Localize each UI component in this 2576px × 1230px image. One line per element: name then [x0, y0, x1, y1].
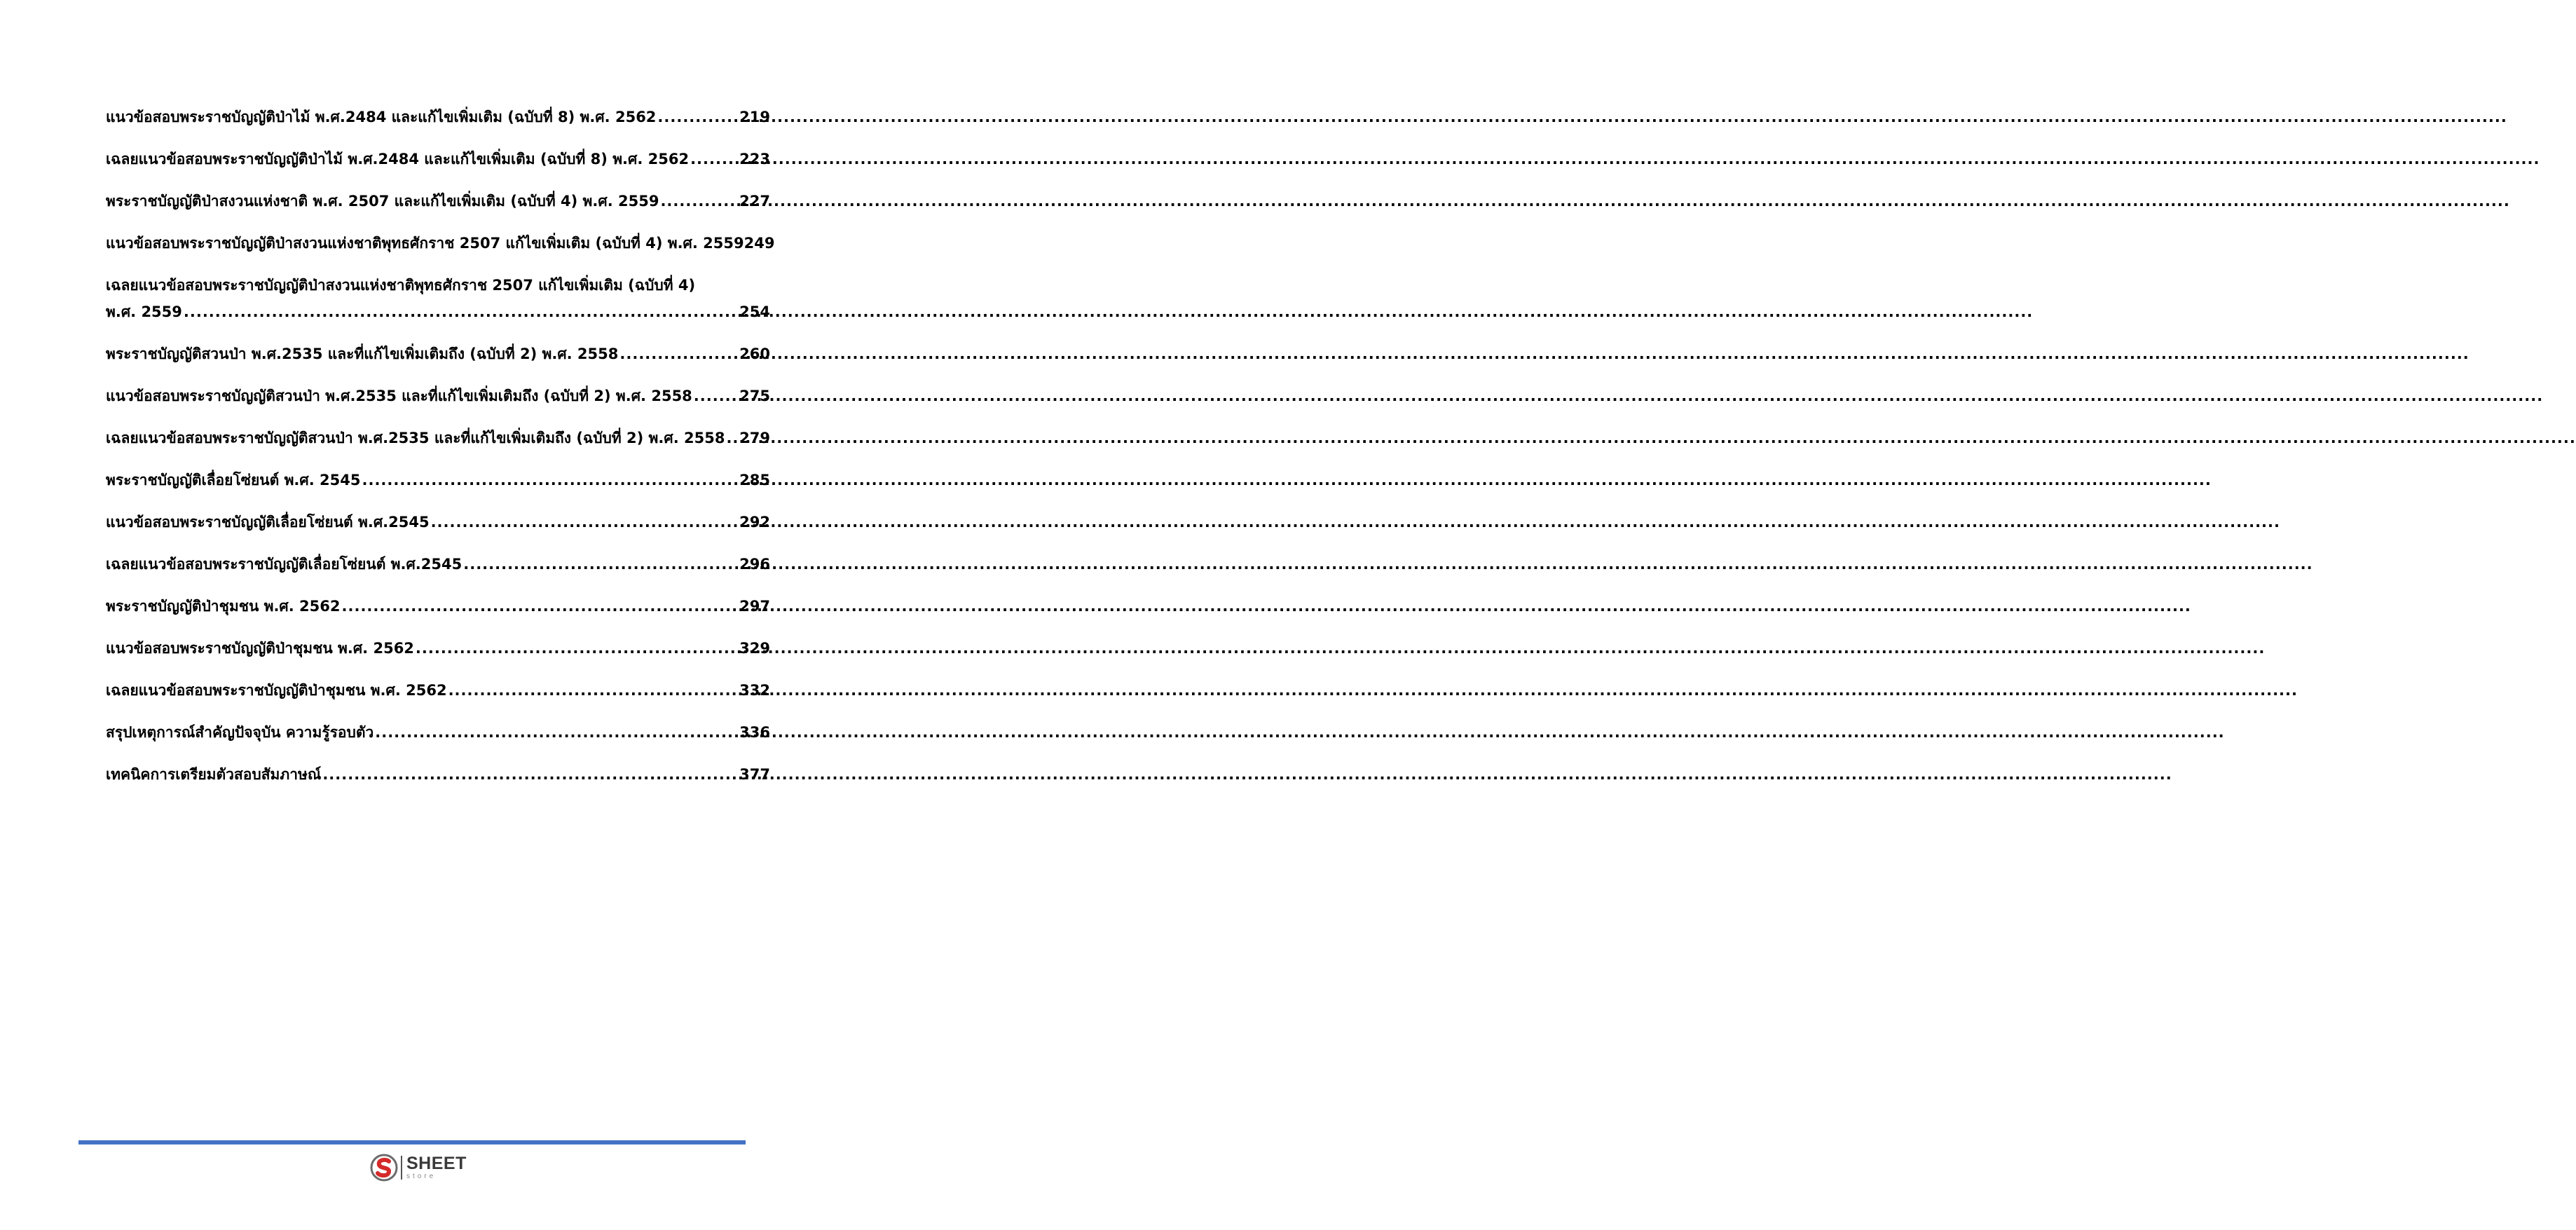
toc-entry-title: พระราชบัญญัติป่าชุมชน พ.ศ. 2562: [106, 598, 341, 615]
toc-entry-page: 336: [739, 724, 770, 741]
dot-leader: [463, 554, 738, 575]
table-of-contents: [106, 107, 775, 785]
dot-leader: [322, 764, 738, 785]
toc-entry-title: แนวข้อสอบพระราชบัญญัติป่าชุมชน พ.ศ. 2562: [106, 640, 414, 657]
toc-entry[interactable]: [106, 722, 770, 743]
dot-leader: [431, 512, 739, 533]
toc-entry-title: เฉลยแนวข้อสอบพระราชบัญญัติป่าชุมชน พ.ศ. 2562: [106, 682, 447, 699]
toc-entry-title: พระราชบัญญัติเลื่อยโซ่ยนต์ พ.ศ. 2545: [106, 472, 361, 488]
dot-leader: [694, 385, 738, 406]
footer-rule: [78, 1140, 746, 1144]
dot-leader: [362, 470, 738, 491]
toc-entry-page: 377: [739, 766, 770, 783]
toc-entry-title: แนวข้อสอบพระราชบัญญัติป่าไม้ พ.ศ.2484 และแก้ไขเพิ่มเติม (ฉบับที่ 8) พ.ศ. 2562: [106, 109, 657, 125]
toc-entry[interactable]: [106, 470, 770, 491]
toc-entry-title: พระราชบัญญัติป่าสงวนแห่งชาติ พ.ศ. 2507 และแก้ไขเพิ่มเติม (ฉบับที่ 4) พ.ศ. 2559: [106, 193, 659, 210]
toc-entry[interactable]: [106, 596, 770, 617]
toc-entry[interactable]: [106, 343, 770, 364]
toc-entry-title: เฉลยแนวข้อสอบพระราชบัญญัติสวนป่า พ.ศ.2535 และที่แก้ไขเพิ่มเติมถึง (ฉบับที่ 2) พ.ศ. 2558: [106, 430, 725, 446]
toc-entry-page: 329: [739, 640, 770, 657]
toc-entry[interactable]: [106, 107, 770, 128]
toc-entry[interactable]: [106, 638, 770, 659]
toc-entry[interactable]: [106, 512, 770, 533]
dot-leader: [342, 596, 739, 617]
toc-entry[interactable]: [106, 275, 770, 322]
dot-leader: [657, 107, 738, 128]
dot-leader: [619, 343, 738, 364]
toc-entry-title: พระราชบัญญัติสวนป่า พ.ศ.2535 และที่แก้ไขเพิ่มเติมถึง (ฉบับที่ 2) พ.ศ. 2558: [106, 346, 619, 362]
toc-entry[interactable]: [106, 149, 770, 170]
toc-entry-page: 332: [739, 682, 770, 699]
toc-entry-page: 219: [739, 109, 770, 125]
dot-leader: [448, 680, 739, 701]
toc-entry-title: เทคนิคการเตรียมตัวสอบสัมภาษณ์: [106, 766, 322, 783]
toc-entry-title-line1: เฉลยแนวข้อสอบพระราชบัญญัติป่าสงวนแห่งชาติพุทธศักราช 2507 แก้ไขเพิ่มเติม (ฉบับที่ 4): [106, 277, 696, 294]
toc-entry[interactable]: [106, 554, 770, 575]
toc-entry-page: 279: [739, 430, 770, 446]
logo-text: [406, 1155, 467, 1180]
toc-entry-page: 292: [739, 514, 770, 531]
toc-entry-page: 223: [739, 151, 770, 168]
toc-entry[interactable]: [106, 428, 770, 449]
toc-entry[interactable]: [106, 385, 770, 406]
toc-entry-title: เฉลยแนวข้อสอบพระราชบัญญัติป่าไม้ พ.ศ.2484 และแก้ไขเพิ่มเติม (ฉบับที่ 8) พ.ศ. 2562: [106, 151, 690, 168]
toc-entry-page: 275: [739, 388, 770, 404]
toc-entry[interactable]: [106, 191, 770, 212]
logo-divider: [401, 1156, 402, 1180]
toc-entry-title: แนวข้อสอบพระราชบัญญัติป่าสงวนแห่งชาติพุทธศักราช 2507 แก้ไขเพิ่มเติม (ฉบับที่ 4) พ.ศ. 2559: [106, 235, 744, 252]
dot-leader: [690, 149, 738, 170]
dot-leader: [660, 191, 738, 212]
toc-entry-title: แนวข้อสอบพระราชบัญญัติสวนป่า พ.ศ.2535 และที่แก้ไขเพิ่มเติมถึง (ฉบับที่ 2) พ.ศ. 2558: [106, 388, 692, 404]
dot-leader: [184, 301, 738, 322]
toc-entry-page: 227: [739, 193, 770, 210]
dot-leader: [416, 638, 738, 659]
sheet-store-logo-icon: [370, 1154, 398, 1182]
toc-entry-title: แนวข้อสอบพระราชบัญญัติเลื่อยโซ่ยนต์ พ.ศ.2545: [106, 514, 430, 531]
sheet-store-logo: [370, 1152, 482, 1183]
toc-entry[interactable]: [106, 764, 770, 785]
toc-entry-page: 285: [739, 472, 770, 488]
toc-entry-title: พ.ศ. 2559: [106, 303, 182, 320]
toc-entry[interactable]: [106, 233, 775, 254]
toc-entry-page: 249: [744, 235, 775, 252]
dot-leader: [375, 722, 738, 743]
toc-entry[interactable]: [106, 680, 770, 701]
toc-entry-page: 254: [739, 303, 770, 320]
dot-leader: [726, 428, 738, 449]
toc-entry-title: เฉลยแนวข้อสอบพระราชบัญญัติเลื่อยโซ่ยนต์ พ.ศ.2545: [106, 556, 463, 573]
logo-word: SHEET: [406, 1154, 467, 1173]
toc-entry-page: 296: [739, 556, 770, 573]
toc-entry-title: สรุปเหตุการณ์สำคัญปัจจุบัน ความรู้รอบตัว: [106, 724, 374, 741]
logo-subtitle: store: [406, 1173, 437, 1180]
toc-entry-page: 297: [739, 598, 770, 615]
toc-entry-page: 260: [739, 346, 770, 362]
